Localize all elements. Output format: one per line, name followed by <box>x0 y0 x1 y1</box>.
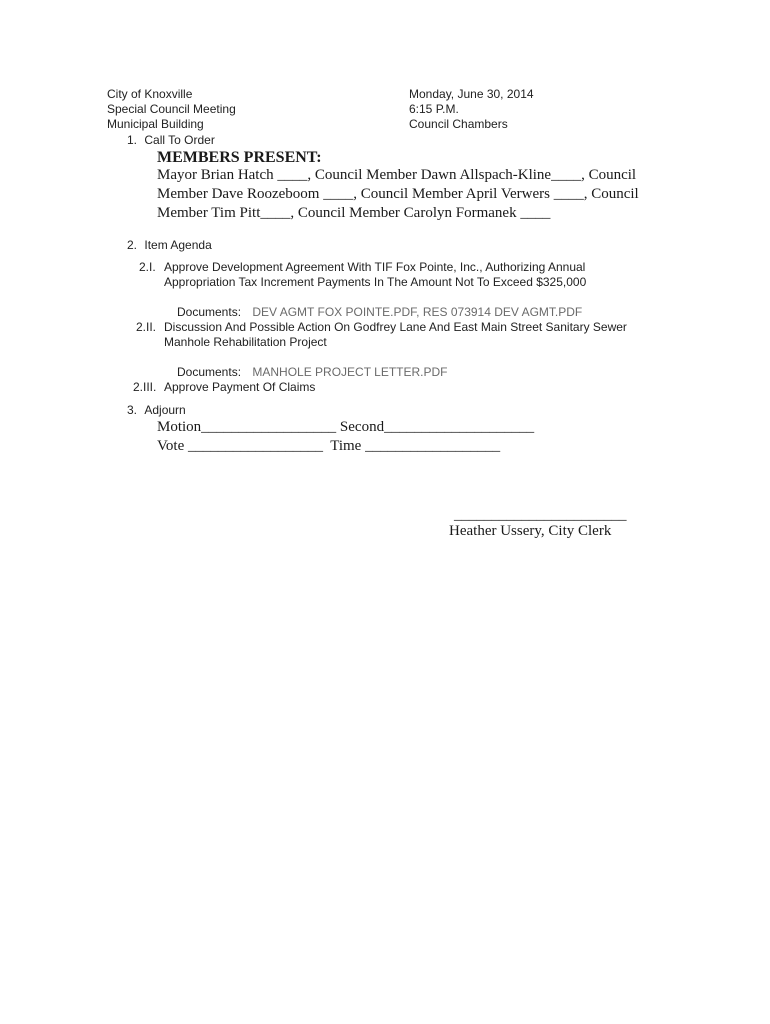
item-3-number: 3. <box>127 403 138 417</box>
item-1-title: Call To Order <box>144 133 215 147</box>
vote-line: Vote __________________ Time __________________ <box>157 438 501 454</box>
meeting-location: Municipal Building <box>107 117 204 131</box>
documents-label: Documents: <box>177 305 242 319</box>
members-line: Member Tim Pitt____, Council Member Carolyn Formanek ____ <box>157 205 551 221</box>
city-name: City of Knoxville <box>107 87 193 101</box>
header-left <box>107 87 236 132</box>
subitem-2-ii-text <box>164 320 627 350</box>
members-line: Member Dave Roozeboom ____, Council Member April Verwers ____, Council <box>157 186 639 202</box>
subitem-2-i-text <box>164 260 586 290</box>
item-2-number: 2. <box>127 238 138 252</box>
subitem-2-iii-text: Approve Payment Of Claims <box>164 380 316 394</box>
meeting-time: 6:15 P.M. <box>409 102 459 116</box>
item-3-title: Adjourn <box>144 403 186 417</box>
documents-link[interactable]: DEV AGMT FOX POINTE.PDF, RES 073914 DEV AGMT.PDF <box>252 305 583 319</box>
item-1-heading <box>127 133 215 148</box>
subitem-2-ii-documents <box>177 365 448 380</box>
subitem-line: Appropriation Tax Increment Payments In The Amount Not To Exceed $325,000 <box>164 275 587 289</box>
subitem-2-i-documents <box>177 305 582 320</box>
signature-line: _______________________ <box>454 507 627 523</box>
item-2-heading <box>127 238 212 253</box>
subitem-2-i-number: 2.I. <box>139 260 156 274</box>
item-2-title: Item Agenda <box>144 238 212 252</box>
subitem-line: Manhole Rehabilitation Project <box>164 335 327 349</box>
item-1-number: 1. <box>127 133 138 147</box>
subitem-line: Discussion And Possible Action On Godfrey Lane And East Main Street Sanitary Sewer <box>164 320 627 334</box>
clerk-name: Heather Ussery, City Clerk <box>449 523 612 539</box>
motion-line: Motion__________________ Second____________________ <box>157 419 535 435</box>
header-right <box>409 87 534 132</box>
item-3-heading <box>127 403 186 418</box>
documents-label: Documents: <box>177 365 242 379</box>
documents-link[interactable]: MANHOLE PROJECT LETTER.PDF <box>252 365 448 379</box>
subitem-2-iii-number: 2.III. <box>133 380 157 394</box>
meeting-room: Council Chambers <box>409 117 508 131</box>
members-list <box>157 166 639 223</box>
meeting-date: Monday, June 30, 2014 <box>409 87 534 101</box>
meeting-type: Special Council Meeting <box>107 102 236 116</box>
subitem-2-ii-number: 2.II. <box>136 320 157 334</box>
subitem-line: Approve Development Agreement With TIF Fox Pointe, Inc., Authorizing Annual <box>164 260 586 274</box>
members-present-heading: MEMBERS PRESENT: <box>157 149 322 166</box>
members-line: Mayor Brian Hatch ____, Council Member Dawn Allspach-Kline____, Council <box>157 167 637 183</box>
